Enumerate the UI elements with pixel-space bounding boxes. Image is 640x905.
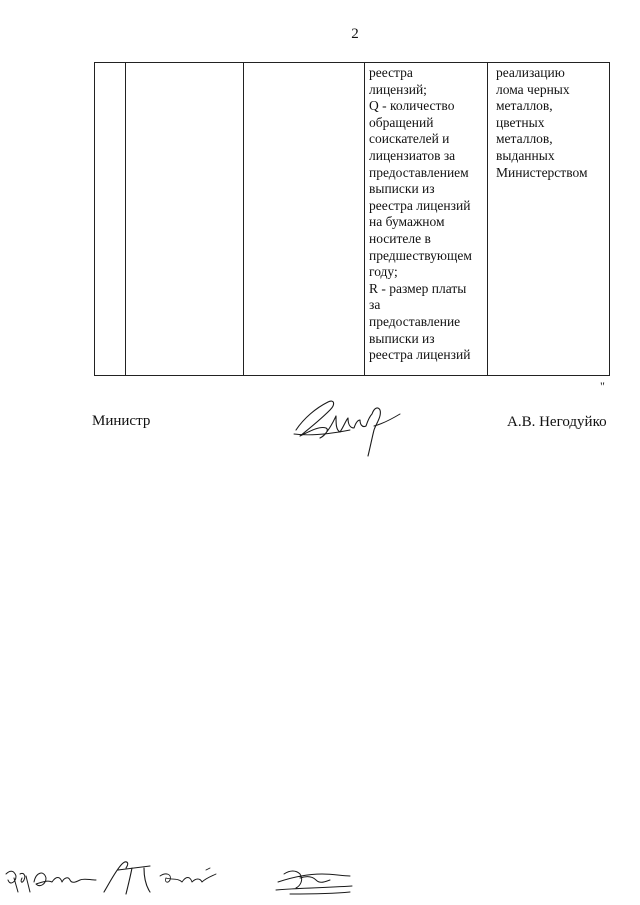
table-cell-licenses-note — [488, 63, 609, 375]
formula-legend-text — [369, 65, 487, 364]
text-line: цветных — [496, 114, 545, 130]
minister-signature — [290, 390, 408, 462]
text-line: предоставление — [369, 313, 461, 329]
text-line: году; — [369, 264, 398, 280]
text-line: предшествующем — [369, 247, 472, 263]
text-line: на бумажном — [369, 214, 445, 230]
text-line: реализацию — [496, 65, 565, 80]
text-line: лицензиатов за — [369, 147, 456, 163]
text-line: лицензий; — [369, 81, 427, 97]
text-line: выписки из — [369, 330, 435, 346]
text-line: Министерством — [496, 164, 588, 180]
text-line: носителе в — [369, 230, 431, 246]
tariff-table — [94, 62, 610, 376]
table-cell-col1 — [95, 63, 126, 375]
table-cell-formula-legend — [365, 63, 488, 375]
text-line: лома черных — [496, 81, 570, 97]
text-line: реестра — [369, 65, 413, 80]
text-line: Q - количество — [369, 98, 455, 114]
text-line: предоставлением — [369, 164, 469, 180]
text-line: металлов, — [496, 98, 553, 114]
text-line: обращений — [369, 114, 434, 130]
text-line: металлов, — [496, 131, 553, 147]
text-line: R - размер платы — [369, 280, 467, 296]
closing-quote: " — [600, 379, 605, 393]
text-line: выданных — [496, 147, 555, 163]
signatory-title: Министр — [92, 413, 151, 429]
text-line: соискателей и — [369, 131, 450, 147]
signatory-name: А.В. Негодуйко — [507, 414, 607, 430]
text-line: за — [369, 297, 381, 313]
table-cell-col2 — [126, 63, 244, 375]
approval-initials — [0, 852, 370, 902]
text-line: выписки из — [369, 181, 435, 197]
licenses-note-text — [496, 65, 609, 181]
text-line: реестра лицензий — [369, 347, 471, 363]
text-line: реестра лицензий — [369, 197, 471, 213]
page-number: 2 — [351, 26, 359, 42]
table-cell-col3 — [244, 63, 365, 375]
